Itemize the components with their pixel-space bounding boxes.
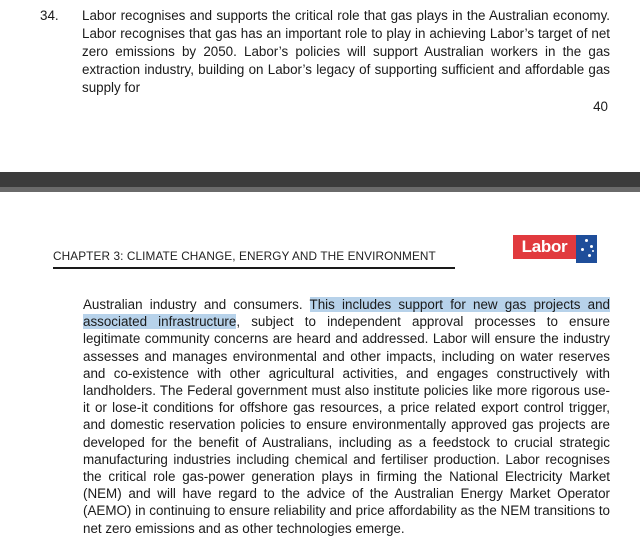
document-page-top (0, 0, 640, 172)
logo-wordmark: Labor (513, 235, 576, 259)
numbered-paragraph (40, 7, 610, 97)
paragraph-text: Labor recognises and supports the critical role that gas plays in the Australian economy. Labor recognises that gas has an important role to play in achieving Labor’s target of net zero emissions by 2050. Labor’s policies will support Australian workers in the gas extraction industry, building on Labor’s legacy of supporting sufficient and affordable gas supply for (82, 8, 610, 95)
heading-underline (53, 267, 455, 269)
southern-cross-icon (576, 235, 597, 263)
chapter-heading: CHAPTER 3: CLIMATE CHANGE, ENERGY AND THE ENVIRONMENT (53, 249, 436, 263)
document-page-bottom (0, 192, 640, 536)
page-separator (0, 172, 640, 192)
labor-logo (513, 235, 597, 269)
paragraph-rest-text: , subject to independent approval processes to ensure legitimate community concerns are heard and addressed. Labor will ensure the industry assesses and manages environmental and other impacts, including on water reserves and co-existence with other agricultural activities, and engages constructively with landholders. The Federal government must also institute policies like more rigorous use-it or lose-it conditions for offshore gas resources, a price related export control trigger, and domestic reservation policies to ensure environmentally approved gas projects are developed for the benefit of Australians, including as a feedstock to crucial strategic manufacturing industries including chemical and fertiliser production. Labor recognises the critical role gas-power generation plays in firming the National Electricity Market (NEM) and will have regard to the advice of the Australian Energy Market Operator (AEMO) in continuing to ensure reliability and price affordability as the NEM transitions to net zero emissions and as other technologies emerge. (83, 314, 610, 536)
paragraph-number: 34. (40, 8, 59, 23)
page-number: 40 (593, 99, 608, 114)
body-paragraph (83, 296, 610, 537)
paragraph-lead-text: Australian industry and consumers. (83, 297, 310, 312)
highlighted-text[interactable]: This includes support for new gas projects and associated infrastructure (83, 297, 610, 330)
